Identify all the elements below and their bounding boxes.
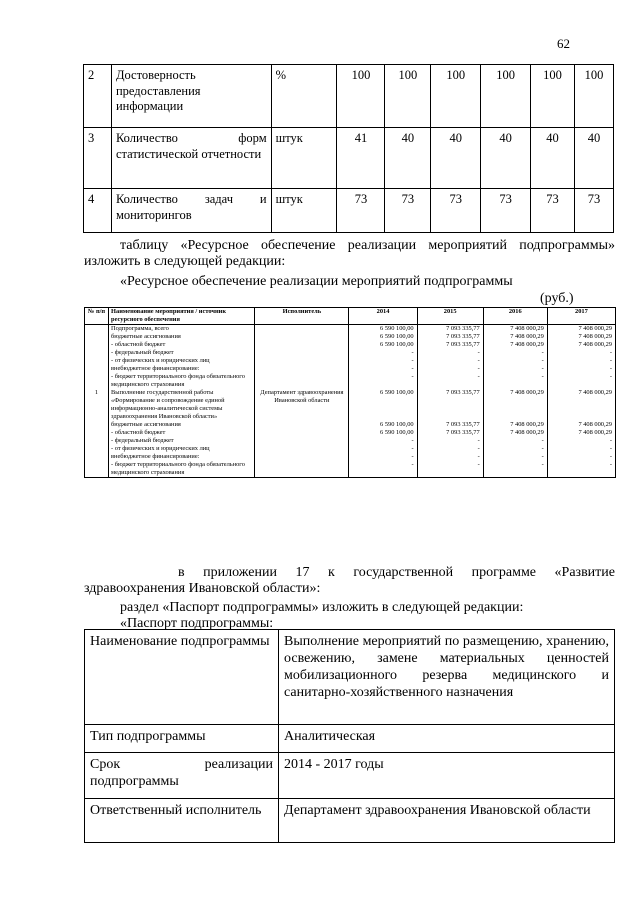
- resource-value-2016: -: [483, 437, 547, 445]
- indicator-value: 100: [531, 65, 575, 128]
- resource-value-2014: 6 590 100,00: [349, 333, 417, 341]
- indicator-value: 40: [385, 128, 431, 189]
- resource-row: [85, 373, 616, 389]
- resource-row: [85, 341, 616, 349]
- paragraph-passport-title: «Паспорт подпрограммы:: [120, 616, 274, 631]
- resource-row: [85, 429, 616, 437]
- passport-value: Выполнение мероприятий по размещению, хранению, освежению, замене материальных ценностей мобилизационного резерва медицинского и санитарно-хозяйственного назначения: [279, 630, 615, 725]
- resource-executor: [255, 429, 349, 437]
- resource-num: [85, 445, 109, 453]
- resource-row: [85, 365, 616, 373]
- resource-name: бюджетные ассигнования: [109, 421, 255, 429]
- passport-row: [85, 725, 615, 753]
- header-2017: 2017: [547, 308, 615, 325]
- resource-num: [85, 341, 109, 349]
- resource-value-2017: 7 408 000,29: [578, 421, 612, 428]
- indicators-table: [83, 64, 614, 233]
- indicator-unit: штук: [271, 128, 337, 189]
- passport-key: Срок реализации подпрограммы: [85, 753, 279, 799]
- resource-value-2016: 7 408 000,29: [483, 325, 547, 334]
- resource-value-2017: -: [609, 365, 612, 372]
- resource-value-2015: 7 093 335,77: [417, 421, 483, 429]
- resource-value-2016: -: [483, 357, 547, 365]
- resource-value-2017: 7 408 000,29: [578, 429, 612, 436]
- resource-value-2017: 7 408 000,29: [578, 389, 612, 396]
- resource-name: Выполнение государственной работы «Формирование и сопровождение единой информационно-аналитической системы здравоохранения Ивановской области»: [109, 389, 255, 421]
- resource-name: - от физических и юридических лиц: [109, 357, 255, 365]
- indicator-row: [84, 128, 614, 189]
- passport-table: [84, 629, 615, 843]
- resource-executor: Департамент здравоохранения Ивановской области: [255, 389, 349, 421]
- resource-value-2014: 6 590 100,00: [349, 389, 417, 421]
- indicator-value: 100: [337, 65, 385, 128]
- resource-value-2016: 7 408 000,29: [483, 341, 547, 349]
- resource-name: - областной бюджет: [109, 341, 255, 349]
- resource-num: [85, 349, 109, 357]
- resource-name: - бюджет территориального фонда обязательного медицинского страхования: [109, 373, 255, 389]
- currency-label: (руб.): [540, 291, 574, 306]
- resource-value-2016: -: [483, 349, 547, 357]
- resource-executor: [255, 325, 349, 334]
- resource-value-2014: -: [349, 437, 417, 445]
- page-number: 62: [557, 36, 570, 51]
- indicator-unit: %: [271, 65, 337, 128]
- resource-value-2014: -: [349, 365, 417, 373]
- resource-row: [85, 325, 616, 334]
- resource-executor: [255, 461, 349, 478]
- resource-value-2014: -: [349, 373, 417, 389]
- header-num: № п/п: [85, 308, 109, 325]
- resource-value-2017: 7 408 000,29: [578, 341, 612, 348]
- resource-value-2015: 7 093 335,77: [417, 341, 483, 349]
- resource-num: [85, 333, 109, 341]
- resource-value-2016: 7 408 000,29: [483, 333, 547, 341]
- indicator-num: 2: [84, 65, 112, 128]
- passport-key: Наименование подпрограммы: [85, 630, 279, 725]
- resource-value-2016: 7 408 000,29: [483, 429, 547, 437]
- resource-name: - от физических и юридических лиц: [109, 445, 255, 453]
- resource-executor: [255, 333, 349, 341]
- resource-num: [85, 325, 109, 334]
- header-2014: 2014: [349, 308, 417, 325]
- resource-executor: [255, 421, 349, 429]
- resource-value-2017: -: [609, 461, 612, 468]
- resource-value-2015: -: [417, 445, 483, 453]
- indicator-value: 73: [575, 189, 614, 233]
- resource-executor: [255, 365, 349, 373]
- resource-value-2017: -: [609, 437, 612, 444]
- resource-row: [85, 349, 616, 357]
- resource-value-2014: -: [349, 357, 417, 365]
- resource-num: [85, 373, 109, 389]
- indicator-value: 100: [481, 65, 531, 128]
- header-2016: 2016: [483, 308, 547, 325]
- passport-row: [85, 630, 615, 725]
- resource-table: [84, 307, 616, 478]
- resource-num: [85, 437, 109, 445]
- resource-value-2016: 7 408 000,29: [483, 389, 547, 421]
- resource-value-2016: 7 408 000,29: [483, 421, 547, 429]
- indicator-value: 40: [531, 128, 575, 189]
- resource-name: Подпрограмма, всего: [109, 325, 255, 334]
- resource-row: [85, 333, 616, 341]
- resource-row: [85, 389, 616, 421]
- indicator-value: 40: [481, 128, 531, 189]
- indicator-value: 100: [575, 65, 614, 128]
- resource-value-2015: 7 093 335,77: [417, 325, 483, 334]
- resource-row: [85, 445, 616, 453]
- resource-value-2016: -: [483, 365, 547, 373]
- resource-name: внебюджетное финансирование:: [109, 365, 255, 373]
- passport-value: 2014 - 2017 годы: [279, 753, 615, 799]
- resource-value-2015: -: [417, 461, 483, 478]
- resource-value-2016: -: [483, 373, 547, 389]
- indicator-num: 4: [84, 189, 112, 233]
- resource-value-2014: -: [349, 349, 417, 357]
- resource-row: [85, 421, 616, 429]
- indicator-value: 40: [575, 128, 614, 189]
- indicator-value: 73: [431, 189, 481, 233]
- resource-name: бюджетные ассигнования: [109, 333, 255, 341]
- resource-executor: [255, 445, 349, 453]
- resource-executor: [255, 357, 349, 365]
- indicator-value: 73: [481, 189, 531, 233]
- resource-executor: [255, 437, 349, 445]
- resource-value-2014: -: [349, 445, 417, 453]
- resource-value-2014: -: [349, 453, 417, 461]
- passport-key: Тип подпрограммы: [85, 725, 279, 753]
- resource-value-2016: -: [483, 461, 547, 478]
- resource-num: [85, 421, 109, 429]
- resource-row: [85, 437, 616, 445]
- resource-value-2014: 6 590 100,00: [349, 325, 417, 334]
- resource-value-2017: -: [609, 357, 612, 364]
- resource-value-2016: -: [483, 453, 547, 461]
- resource-value-2015: 7 093 335,77: [417, 389, 483, 421]
- resource-num: [85, 461, 109, 478]
- resource-value-2016: -: [483, 445, 547, 453]
- indicator-value: 100: [385, 65, 431, 128]
- resource-value-2017: -: [609, 445, 612, 452]
- passport-row: [85, 799, 615, 843]
- resource-value-2015: -: [417, 437, 483, 445]
- passport-key: Ответственный исполнитель: [85, 799, 279, 843]
- resource-value-2017: -: [609, 349, 612, 356]
- indicator-value: 73: [337, 189, 385, 233]
- resource-value-2015: -: [417, 365, 483, 373]
- resource-executor: [255, 453, 349, 461]
- passport-value: Аналитическая: [279, 725, 615, 753]
- resource-name: - федеральный бюджет: [109, 437, 255, 445]
- resource-value-2017: 7 408 000,29: [578, 325, 612, 332]
- passport-value: Департамент здравоохранения Ивановской области: [279, 799, 615, 843]
- indicator-name: Количество форм статистической отчетности: [111, 128, 271, 189]
- resource-value-2015: 7 093 335,77: [417, 333, 483, 341]
- paragraph-appendix: в приложении 17 к государственной программе «Развитие здравоохранения Ивановской области»:: [84, 565, 615, 596]
- indicator-unit: штук: [271, 189, 337, 233]
- resource-value-2014: 6 590 100,00: [349, 429, 417, 437]
- indicator-row: [84, 189, 614, 233]
- resource-value-2015: -: [417, 349, 483, 357]
- resource-value-2015: -: [417, 357, 483, 365]
- paragraph-table-intro: таблицу «Ресурсное обеспечение реализации мероприятий подпрограммы» изложить в следующей редакции:: [84, 238, 615, 269]
- resource-name: внебюджетное финансирование:: [109, 453, 255, 461]
- resource-num: [85, 357, 109, 365]
- resource-name: - бюджет территориального фонда обязательного медицинского страхования: [109, 461, 255, 478]
- indicator-value: 100: [431, 65, 481, 128]
- indicator-row: [84, 65, 614, 128]
- indicator-name: Достоверность предоставления информации: [111, 65, 271, 128]
- resource-value-2017: -: [609, 453, 612, 460]
- resource-executor: [255, 341, 349, 349]
- resource-name: - областной бюджет: [109, 429, 255, 437]
- paragraph-resource-title: «Ресурсное обеспечение реализации мероприятий подпрограммы: [120, 274, 513, 289]
- resource-value-2015: 7 093 335,77: [417, 429, 483, 437]
- resource-num: [85, 453, 109, 461]
- resource-value-2015: -: [417, 453, 483, 461]
- indicator-name: Количество задач и мониторингов: [111, 189, 271, 233]
- resource-executor: [255, 349, 349, 357]
- resource-row: [85, 461, 616, 478]
- passport-row: [85, 753, 615, 799]
- resource-name: - федеральный бюджет: [109, 349, 255, 357]
- resource-value-2017: -: [609, 373, 612, 380]
- resource-value-2014: 6 590 100,00: [349, 341, 417, 349]
- indicator-num: 3: [84, 128, 112, 189]
- resource-row: [85, 357, 616, 365]
- resource-row: [85, 453, 616, 461]
- resource-header-row: [85, 308, 616, 325]
- resource-value-2017: 7 408 000,29: [578, 333, 612, 340]
- resource-executor: [255, 373, 349, 389]
- indicator-value: 40: [431, 128, 481, 189]
- paragraph-passport-section: раздел «Паспорт подпрограммы» изложить в следующей редакции:: [120, 600, 524, 615]
- resource-num: 1: [85, 389, 109, 421]
- indicator-value: 73: [385, 189, 431, 233]
- header-name: Наименование мероприятия / источник ресурсного обеспечения: [109, 308, 255, 325]
- header-executor: Исполнитель: [255, 308, 349, 325]
- resource-num: [85, 429, 109, 437]
- resource-value-2014: 6 590 100,00: [349, 421, 417, 429]
- resource-value-2014: -: [349, 461, 417, 478]
- header-2015: 2015: [417, 308, 483, 325]
- resource-value-2015: -: [417, 373, 483, 389]
- resource-num: [85, 365, 109, 373]
- indicator-value: 73: [531, 189, 575, 233]
- indicator-value: 41: [337, 128, 385, 189]
